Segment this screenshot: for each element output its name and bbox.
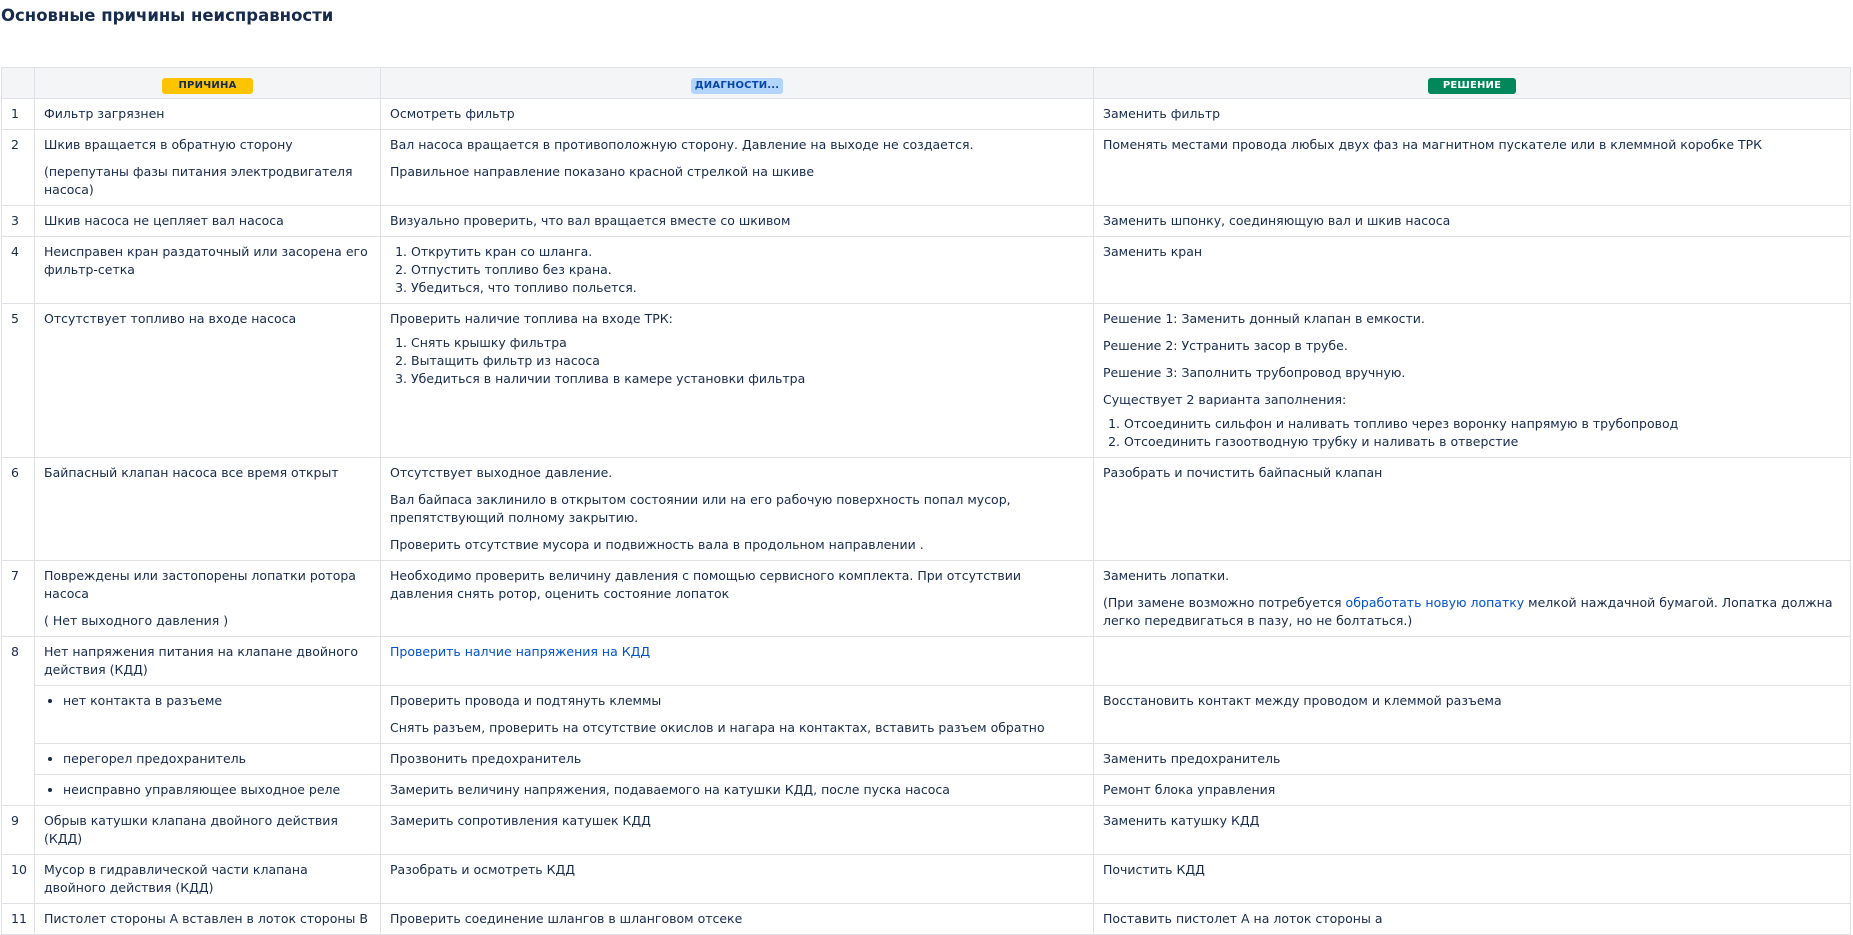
cause-cell: Неисправен кран раздаточный или засорена его фильтр-сетка — [35, 237, 381, 304]
cause-cell — [35, 744, 381, 775]
cause-bullets — [44, 781, 371, 799]
diagnostics-cell: Прозвонить предохранитель — [381, 744, 1094, 775]
list-item: 1. Открутить кран со шланга. — [411, 243, 1084, 261]
list-item: 3. Убедиться в наличии топлива в камере установки фильтра — [411, 370, 1084, 388]
header-solution[interactable] — [1094, 68, 1851, 99]
cause-cell: Шкив насоса не цепляет вал насоса — [35, 206, 381, 237]
diagnostics-status-lozenge: ДИАГНОСТИ... — [691, 78, 784, 94]
diagnostics-cell — [381, 304, 1094, 458]
list-item: • перегорел предохранитель — [63, 750, 371, 768]
list-item: • нет контакта в разъеме — [63, 692, 371, 710]
solution-cell: Восстановить контакт между проводом и клеммой разъема — [1094, 686, 1851, 744]
table-subrow — [2, 775, 1851, 806]
diagnostics-text: Снять разъем, проверить на отсутствие окислов и нагара на контактах, вставить разъем обратно — [390, 720, 1045, 735]
solution-cell: Заменить фильтр — [1094, 99, 1851, 130]
cause-text: Шкив вращается в обратную сторону — [44, 137, 293, 152]
diagnostics-cell: Осмотреть фильтр — [381, 99, 1094, 130]
solution-cell: Заменить катушку КДД — [1094, 806, 1851, 855]
cause-note: (перепутаны фазы питания электродвигателя насоса) — [44, 164, 353, 197]
diagnostics-cell — [381, 458, 1094, 561]
row-number: 9 — [2, 806, 35, 855]
diagnostics-cell: Визуально проверить, что вал вращается вместе со шкивом — [381, 206, 1094, 237]
row-number: 5 — [2, 304, 35, 458]
diagnostics-text: Проверить провода и подтянуть клеммы — [390, 693, 662, 708]
header-cause[interactable] — [35, 68, 381, 99]
table-row — [2, 637, 1851, 686]
table-row — [2, 99, 1851, 130]
header-diagnostics[interactable] — [381, 68, 1094, 99]
solution-cell: Разобрать и почистить байпасный клапан — [1094, 458, 1851, 561]
cause-bullets — [44, 750, 371, 768]
list-item: 1. Снять крышку фильтра — [411, 334, 1084, 352]
cause-cell — [35, 130, 381, 206]
list-item: 2. Отпустить топливо без крана. — [411, 261, 1084, 279]
solution-cell: Заменить кран — [1094, 237, 1851, 304]
diagnostics-cell: Замерить сопротивления катушек КДД — [381, 806, 1094, 855]
solution-status-lozenge: РЕШЕНИЕ — [1428, 78, 1516, 94]
diagnostics-cell: Необходимо проверить величину давления с помощью сервисного комплекта. При отсутствии давления снять ротор, оценить состояние лопаток — [381, 561, 1094, 637]
diagnostics-cell — [381, 686, 1094, 744]
row-number: 10 — [2, 855, 35, 904]
table-row — [2, 855, 1851, 904]
list-item: 2. Вытащить фильтр из насоса — [411, 352, 1084, 370]
diagnostics-text: Вал насоса вращается в противоположную сторону. Давление на выходе не создается. — [390, 137, 974, 152]
solution-cell — [1094, 304, 1851, 458]
diagnostics-cell: Разобрать и осмотреть КДД — [381, 855, 1094, 904]
table-row — [2, 206, 1851, 237]
cause-cell: Фильтр загрязнен — [35, 99, 381, 130]
list-item: • неисправно управляющее выходное реле — [63, 781, 371, 799]
diagnostics-text: Вал байпаса заклинило в открытом состоянии или на его рабочую поверхность попал мусор, препятствующий полному закрытию. — [390, 492, 1011, 525]
diagnostics-steps — [390, 243, 1084, 297]
solution-text: Решение 3: Заполнить трубопровод вручную. — [1103, 365, 1406, 380]
row-number: 8 — [2, 637, 35, 806]
solution-text: Существует 2 варианта заполнения: — [1103, 392, 1347, 407]
table-row — [2, 806, 1851, 855]
page-title: Основные причины неисправности — [1, 6, 334, 25]
troubleshooting-table — [1, 67, 1851, 935]
check-voltage-link[interactable]: Проверить налчие напряжения на КДД — [390, 644, 651, 659]
diagnostics-cell — [381, 637, 1094, 686]
cause-text: Повреждены или застопорены лопатки ротора насоса — [44, 568, 356, 601]
diagnostics-text: Правильное направление показано красной стрелкой на шкиве — [390, 164, 815, 179]
cause-status-lozenge: ПРИЧИНА — [162, 78, 252, 94]
diagnostics-text: Проверить наличие топлива на входе ТРК: — [390, 311, 673, 326]
cause-cell: Мусор в гидравлической части клапана двойного действия (КДД) — [35, 855, 381, 904]
diagnostics-cell: Замерить величину напряжения, подаваемого на катушки КДД, после пуска насоса — [381, 775, 1094, 806]
new-blade-link[interactable]: обработать новую лопатку — [1345, 595, 1525, 610]
cause-cell: Обрыв катушки клапана двойного действия (КДД) — [35, 806, 381, 855]
list-item: 2. Отсоединить газоотводную трубку и наливать в отверстие — [1124, 433, 1841, 451]
solution-cell: Поставить пистолет А на лоток стороны а — [1094, 904, 1851, 935]
cause-cell — [35, 686, 381, 744]
header-number — [2, 68, 35, 99]
table-row — [2, 458, 1851, 561]
table-row — [2, 130, 1851, 206]
solution-text: Решение 1: Заменить донный клапан в емкости. — [1103, 311, 1425, 326]
diagnostics-text: Отсутствует выходное давление. — [390, 465, 613, 480]
table-row — [2, 904, 1851, 935]
table-row — [2, 237, 1851, 304]
table-subrow — [2, 744, 1851, 775]
solution-note — [1103, 594, 1841, 630]
list-item: 3. Убедиться, что топливо польется. — [411, 279, 1084, 297]
row-number: 3 — [2, 206, 35, 237]
diagnostics-cell — [381, 130, 1094, 206]
solution-cell — [1094, 561, 1851, 637]
cause-cell: Отсутствует топливо на входе насоса — [35, 304, 381, 458]
list-item: 1. Отсоединить сильфон и наливать топливо через воронку напрямую в трубопровод — [1124, 415, 1841, 433]
cause-cell: Пистолет стороны А вставлен в лоток стороны В — [35, 904, 381, 935]
row-number: 1 — [2, 99, 35, 130]
diagnostics-cell: Проверить соединение шлангов в шланговом отсеке — [381, 904, 1094, 935]
cause-cell — [35, 561, 381, 637]
row-number: 11 — [2, 904, 35, 935]
diagnostics-text: Проверить отсутствие мусора и подвижность вала в продольном направлении . — [390, 537, 924, 552]
cause-note: ( Нет выходного давления ) — [44, 613, 229, 628]
solution-text: Заменить лопатки. — [1103, 568, 1230, 583]
solution-cell: Ремонт блока управления — [1094, 775, 1851, 806]
diagnostics-cell — [381, 237, 1094, 304]
solution-note-start: (При замене возможно потребуется — [1103, 595, 1346, 610]
row-number: 2 — [2, 130, 35, 206]
cause-bullets — [44, 692, 371, 710]
table-row — [2, 561, 1851, 637]
solution-cell: Почистить КДД — [1094, 855, 1851, 904]
row-number: 7 — [2, 561, 35, 637]
diagnostics-steps — [390, 334, 1084, 388]
solution-text: Решение 2: Устранить засор в трубе. — [1103, 338, 1348, 353]
solution-note-end: мелкой наждачной бумагой. Лопатка должна легко передвигаться в пазу, но не болтаться.) — [1103, 595, 1833, 628]
row-number: 4 — [2, 237, 35, 304]
cause-cell: Байпасный клапан насоса все время открыт — [35, 458, 381, 561]
table-header-row — [2, 68, 1851, 99]
row-number: 6 — [2, 458, 35, 561]
solution-cell: Заменить предохранитель — [1094, 744, 1851, 775]
solution-cell: Поменять местами провода любых двух фаз на магнитном пускателе или в клеммной коробке ТРК — [1094, 130, 1851, 206]
solution-cell — [1094, 637, 1851, 686]
cause-cell: Нет напряжения питания на клапане двойного действия (КДД) — [35, 637, 381, 686]
solution-cell: Заменить шпонку, соединяющую вал и шкив насоса — [1094, 206, 1851, 237]
table-row — [2, 304, 1851, 458]
cause-cell — [35, 775, 381, 806]
solution-steps — [1103, 415, 1841, 451]
table-subrow — [2, 686, 1851, 744]
